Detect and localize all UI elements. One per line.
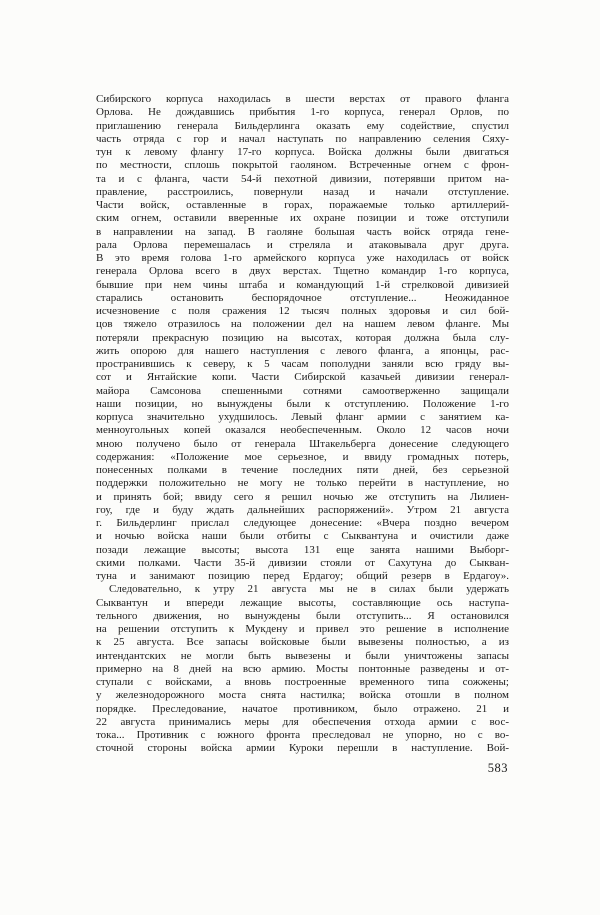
text-line: приглашению генерала Бильдерлинга оказать ему содействие, спустил	[96, 119, 509, 132]
text-line: позади лежащие высоты; высота 131 еще занята нашими Выборг-	[96, 543, 509, 556]
text-line: жить опорою для нашего наступления с левого фланга, а японцы, рас-	[96, 344, 509, 357]
text-line: менноугольных копей оказался необеспеченным. Около 12 часов ночи	[96, 424, 509, 437]
text-line: содержания: «Положение мое серьезное, и ввиду громадных потерь,	[96, 450, 509, 463]
text-line: часть отряда с гор и начал наступать по направлению селения Сяху-	[96, 132, 509, 145]
text-line: туна и занимают позицию перед Ердагоу; общий резерв в Ердагоу».	[96, 570, 509, 582]
text-line: по местности, сплошь покрытой гаоляном. Встреченные огнем с фрон-	[96, 159, 509, 172]
text-line: Следовательно, к утру 21 августа мы не в силах были удержать	[109, 583, 509, 596]
text-line: ступали с войсками, а вновь построенные временного типа сожжены;	[96, 676, 509, 688]
text-line: интендантских не могли быть вывезены и были уничтожены запасы	[96, 649, 509, 662]
text-line: у железнодорожного моста снята настилка; войска отошли в полном	[96, 689, 509, 702]
page-number: 583	[487, 761, 508, 775]
text-line: майора Самсонова спешенными сотнями самоотверженно защищали	[96, 384, 509, 397]
text-line: та и с фланга, части 54-й пехотной дивизии, потерявши притом на-	[96, 172, 509, 185]
text-line: гоу, где и буду ждать дальнейших распоряжений». Утром 21 августа	[96, 503, 509, 516]
text-line: и ночью войска наши были отбиты с Сыквантуна и очистили даже	[96, 530, 509, 543]
text-line: порядке. Преследование, начатое противником, было отражено. 21 и	[96, 702, 509, 715]
text-line: сточной стороны войска армии Куроки перешли в наступление. Вой-	[96, 742, 509, 755]
text-line: и принять бой; ввиду сего я решил ночью же отступить на Лилиен-	[96, 490, 509, 503]
text-line: тун к левому флангу 17-го корпуса. Войска должны были двигаться	[96, 146, 509, 158]
text-line: ским огнем, оставили вверенные их охране позиции и тоже отступили	[96, 212, 509, 225]
text-line: 22 августа принимались меры для обеспечения отхода армии с вос-	[96, 715, 509, 728]
text-line: старались остановить беспорядочное отступление... Неожиданное	[96, 291, 509, 304]
text-line: сот и Янтайские копи. Части Сибирской казачьей дивизии генерал-	[96, 371, 509, 384]
text-line: генерала Орлова всего в двух верстах. Тщетно командир 1-го корпуса,	[96, 265, 509, 278]
text-line: Сибирского корпуса находилась в шести верстах от правого фланга	[96, 93, 509, 105]
text-line: бывшие при нем чины штаба и командующий 1-й стрелковой дивизией	[96, 278, 509, 291]
text-line: корпуса значительно ухудшилось. Левый фланг армии с занятием ка-	[96, 411, 509, 423]
text-line: Части войск, оставленные в горах, поражаемые только артиллерий-	[96, 199, 509, 211]
text-line: исчезновение с поля сражения 12 тысяч полных здоровья и сил бой-	[96, 305, 509, 317]
text-block	[96, 93, 509, 756]
text-line: рала Орлова перемешалась и стреляла и атаковывала друг друга.	[96, 238, 509, 251]
text-line: мною получено было от генерала Штакельберга донесение следующего	[96, 437, 509, 450]
text-line: тока... Противник с южного фронта преследовал не упорно, но с во-	[96, 729, 509, 741]
text-line: поддержки положительно не могу не только перейти в наступление, но	[96, 477, 509, 490]
text-line: скими полками. Части 35-й дивизии стояли от Сахутуна до Сыкван-	[96, 556, 509, 569]
text-line: г. Бильдерлинг прислал следующее донесение: «Вчера поздно вечером	[96, 517, 509, 529]
text-line: Сыквантун и впереди лежащие высоты, составляющие ось наступа-	[96, 596, 509, 609]
text-line: в направлении на запад. В гаоляне большая часть войск отряда гене-	[96, 225, 509, 238]
text-line: наши позиции, но вынуждены были к отступлению. Положение 1-го	[96, 397, 509, 410]
text-line: потеряли прекрасную позицию на высотах, которая должна была слу-	[96, 331, 509, 344]
text-line: на решении отступить к Мукдену и привел это решение в исполнение	[96, 623, 509, 635]
text-line: понесенных полками в течение последних пяти дней, без серьезной	[96, 464, 509, 476]
text-line: цов тяжело отразилось на положении дел на нашем левом фланге. Мы	[96, 318, 509, 331]
text-line: пространившись к северу, к 5 часам пополудни заняли всю гряду вы-	[96, 358, 509, 370]
text-line: тельного движения, но вынуждены были отступить... Я остановился	[96, 609, 509, 622]
text-line: В это время голова 1-го армейского корпуса уже находилась от войск	[96, 252, 509, 264]
text-line: правление, расстроились, повернули назад и начали отступление.	[96, 185, 509, 198]
text-line: примерно на 8 дней на всю армию. Мосты понтонные разведены и от-	[96, 662, 509, 675]
text-line: Орлова. Не дождавшись прибытия 1-го корпуса, генерал Орлов, по	[96, 106, 509, 119]
text-line: к 25 августа. Все запасы войсковые были вывезены полностью, а из	[96, 636, 509, 649]
